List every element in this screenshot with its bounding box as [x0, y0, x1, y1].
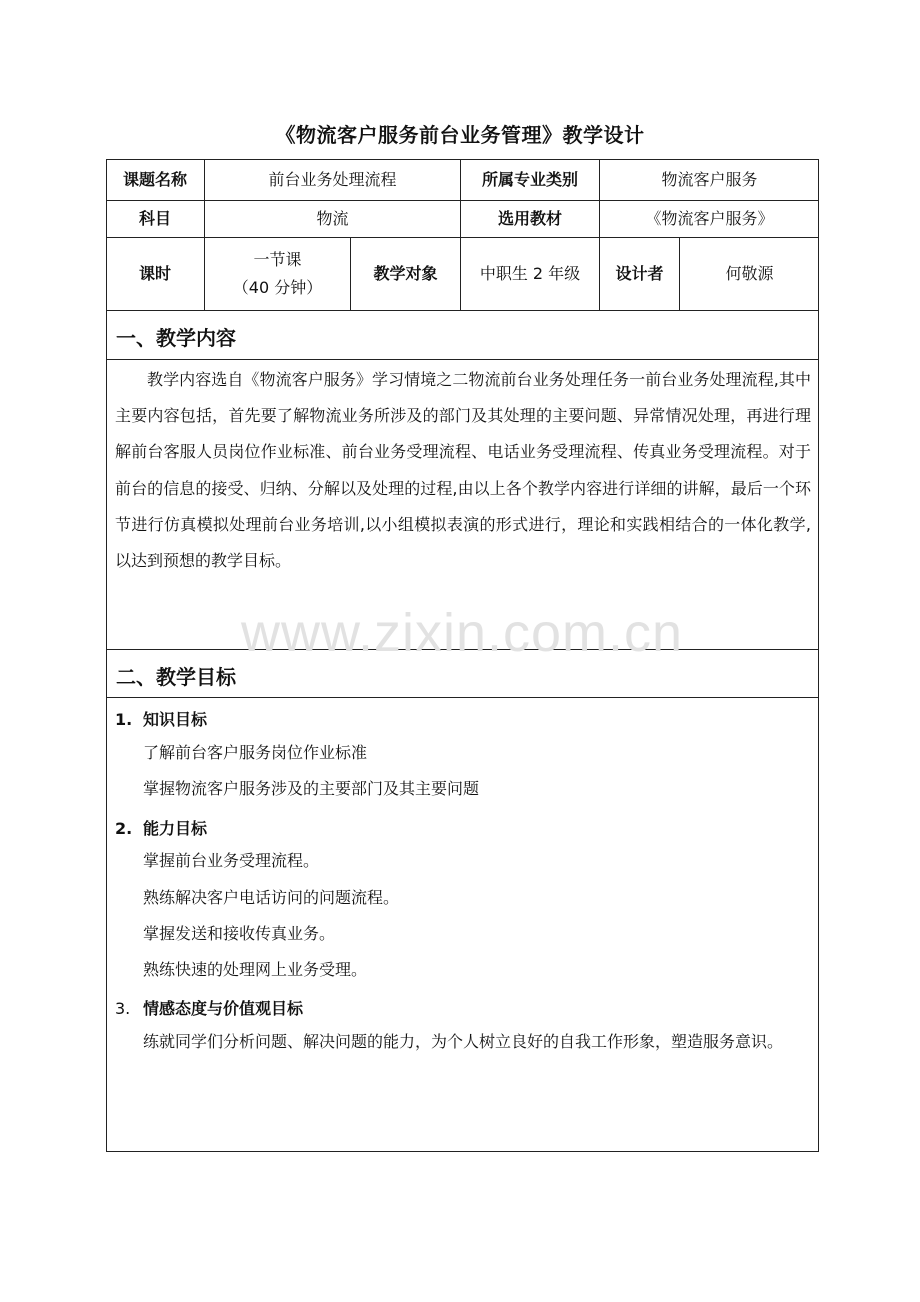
hours-value-line1: 一节课 [253, 250, 302, 269]
goal-item: 练就同学们分析问题、解决问题的能力，为个人树立良好的自我工作形象，塑造服务意识。 [143, 1032, 784, 1051]
divider [106, 697, 819, 698]
subject-label: 科目 [106, 201, 205, 238]
goal-item: 掌握前台业务受理流程。 [143, 851, 320, 870]
textbook-value: 《物流客户服务》 [600, 201, 819, 238]
topic-label: 课题名称 [106, 159, 205, 201]
goal-heading-attitude [115, 996, 303, 1019]
goal-item: 熟练解决客户电话访问的问题流程。 [143, 888, 400, 907]
section-heading-teaching-goals: 二、教学目标 [116, 665, 236, 689]
audience-value: 中职生 2 年级 [461, 238, 600, 311]
goal-title: 能力目标 [143, 819, 208, 838]
designer-label: 设计者 [600, 238, 680, 311]
goal-number: 1. [115, 710, 133, 729]
watermark: www.zixin.com.cn [240, 603, 684, 663]
topic-value: 前台业务处理流程 [205, 159, 461, 201]
divider [106, 359, 819, 360]
goal-title: 情感态度与价值观目标 [143, 999, 304, 1018]
goal-item: 了解前台客户服务岗位作业标准 [143, 743, 368, 762]
audience-label: 教学对象 [351, 238, 461, 311]
major-value: 物流客户服务 [600, 159, 819, 201]
goal-number: 3. [115, 999, 131, 1018]
document-title: 《物流客户服务前台业务管理》教学设计 [275, 123, 645, 147]
section-heading-teaching-content: 一、教学内容 [116, 326, 236, 350]
textbook-label: 选用教材 [461, 201, 600, 238]
major-label: 所属专业类别 [461, 159, 600, 201]
teaching-content-paragraph: 教学内容选自《物流客户服务》学习情境之二物流前台业务处理任务一前台业务处理流程,其中主要内容包括，首先要了解物流业务所涉及的部门及其处理的主要问题、异常情况处理，再进行理解前台客服人员岗位作业标准、前台业务受理流程、电话业务受理流程、传真业务受理流程。对于前台的信息的接受、归纳、分解以及处理的过程,由以上各个教学内容进行详细的讲解，最后一个环节进行仿真模拟处理前台业务培训,以小组模拟表演的形式进行，理论和实践相结合的一体化教学,以达到预想的教学目标。 [115, 370, 811, 571]
designer-value: 何敬源 [680, 238, 819, 311]
divider [106, 649, 819, 650]
goal-item: 掌握物流客户服务涉及的主要部门及其主要问题 [143, 779, 480, 798]
goal-item: 掌握发送和接收传真业务。 [143, 924, 336, 943]
hours-value-line2: （40 分钟） [232, 278, 323, 297]
goal-item: 熟练快速的处理网上业务受理。 [143, 960, 368, 979]
goal-heading-knowledge [115, 707, 207, 730]
hours-value [205, 238, 351, 311]
goal-number: 2. [115, 819, 133, 838]
subject-value: 物流 [205, 201, 461, 238]
hours-label: 课时 [106, 238, 205, 311]
goal-title: 知识目标 [143, 710, 208, 729]
goal-heading-ability [115, 816, 207, 839]
